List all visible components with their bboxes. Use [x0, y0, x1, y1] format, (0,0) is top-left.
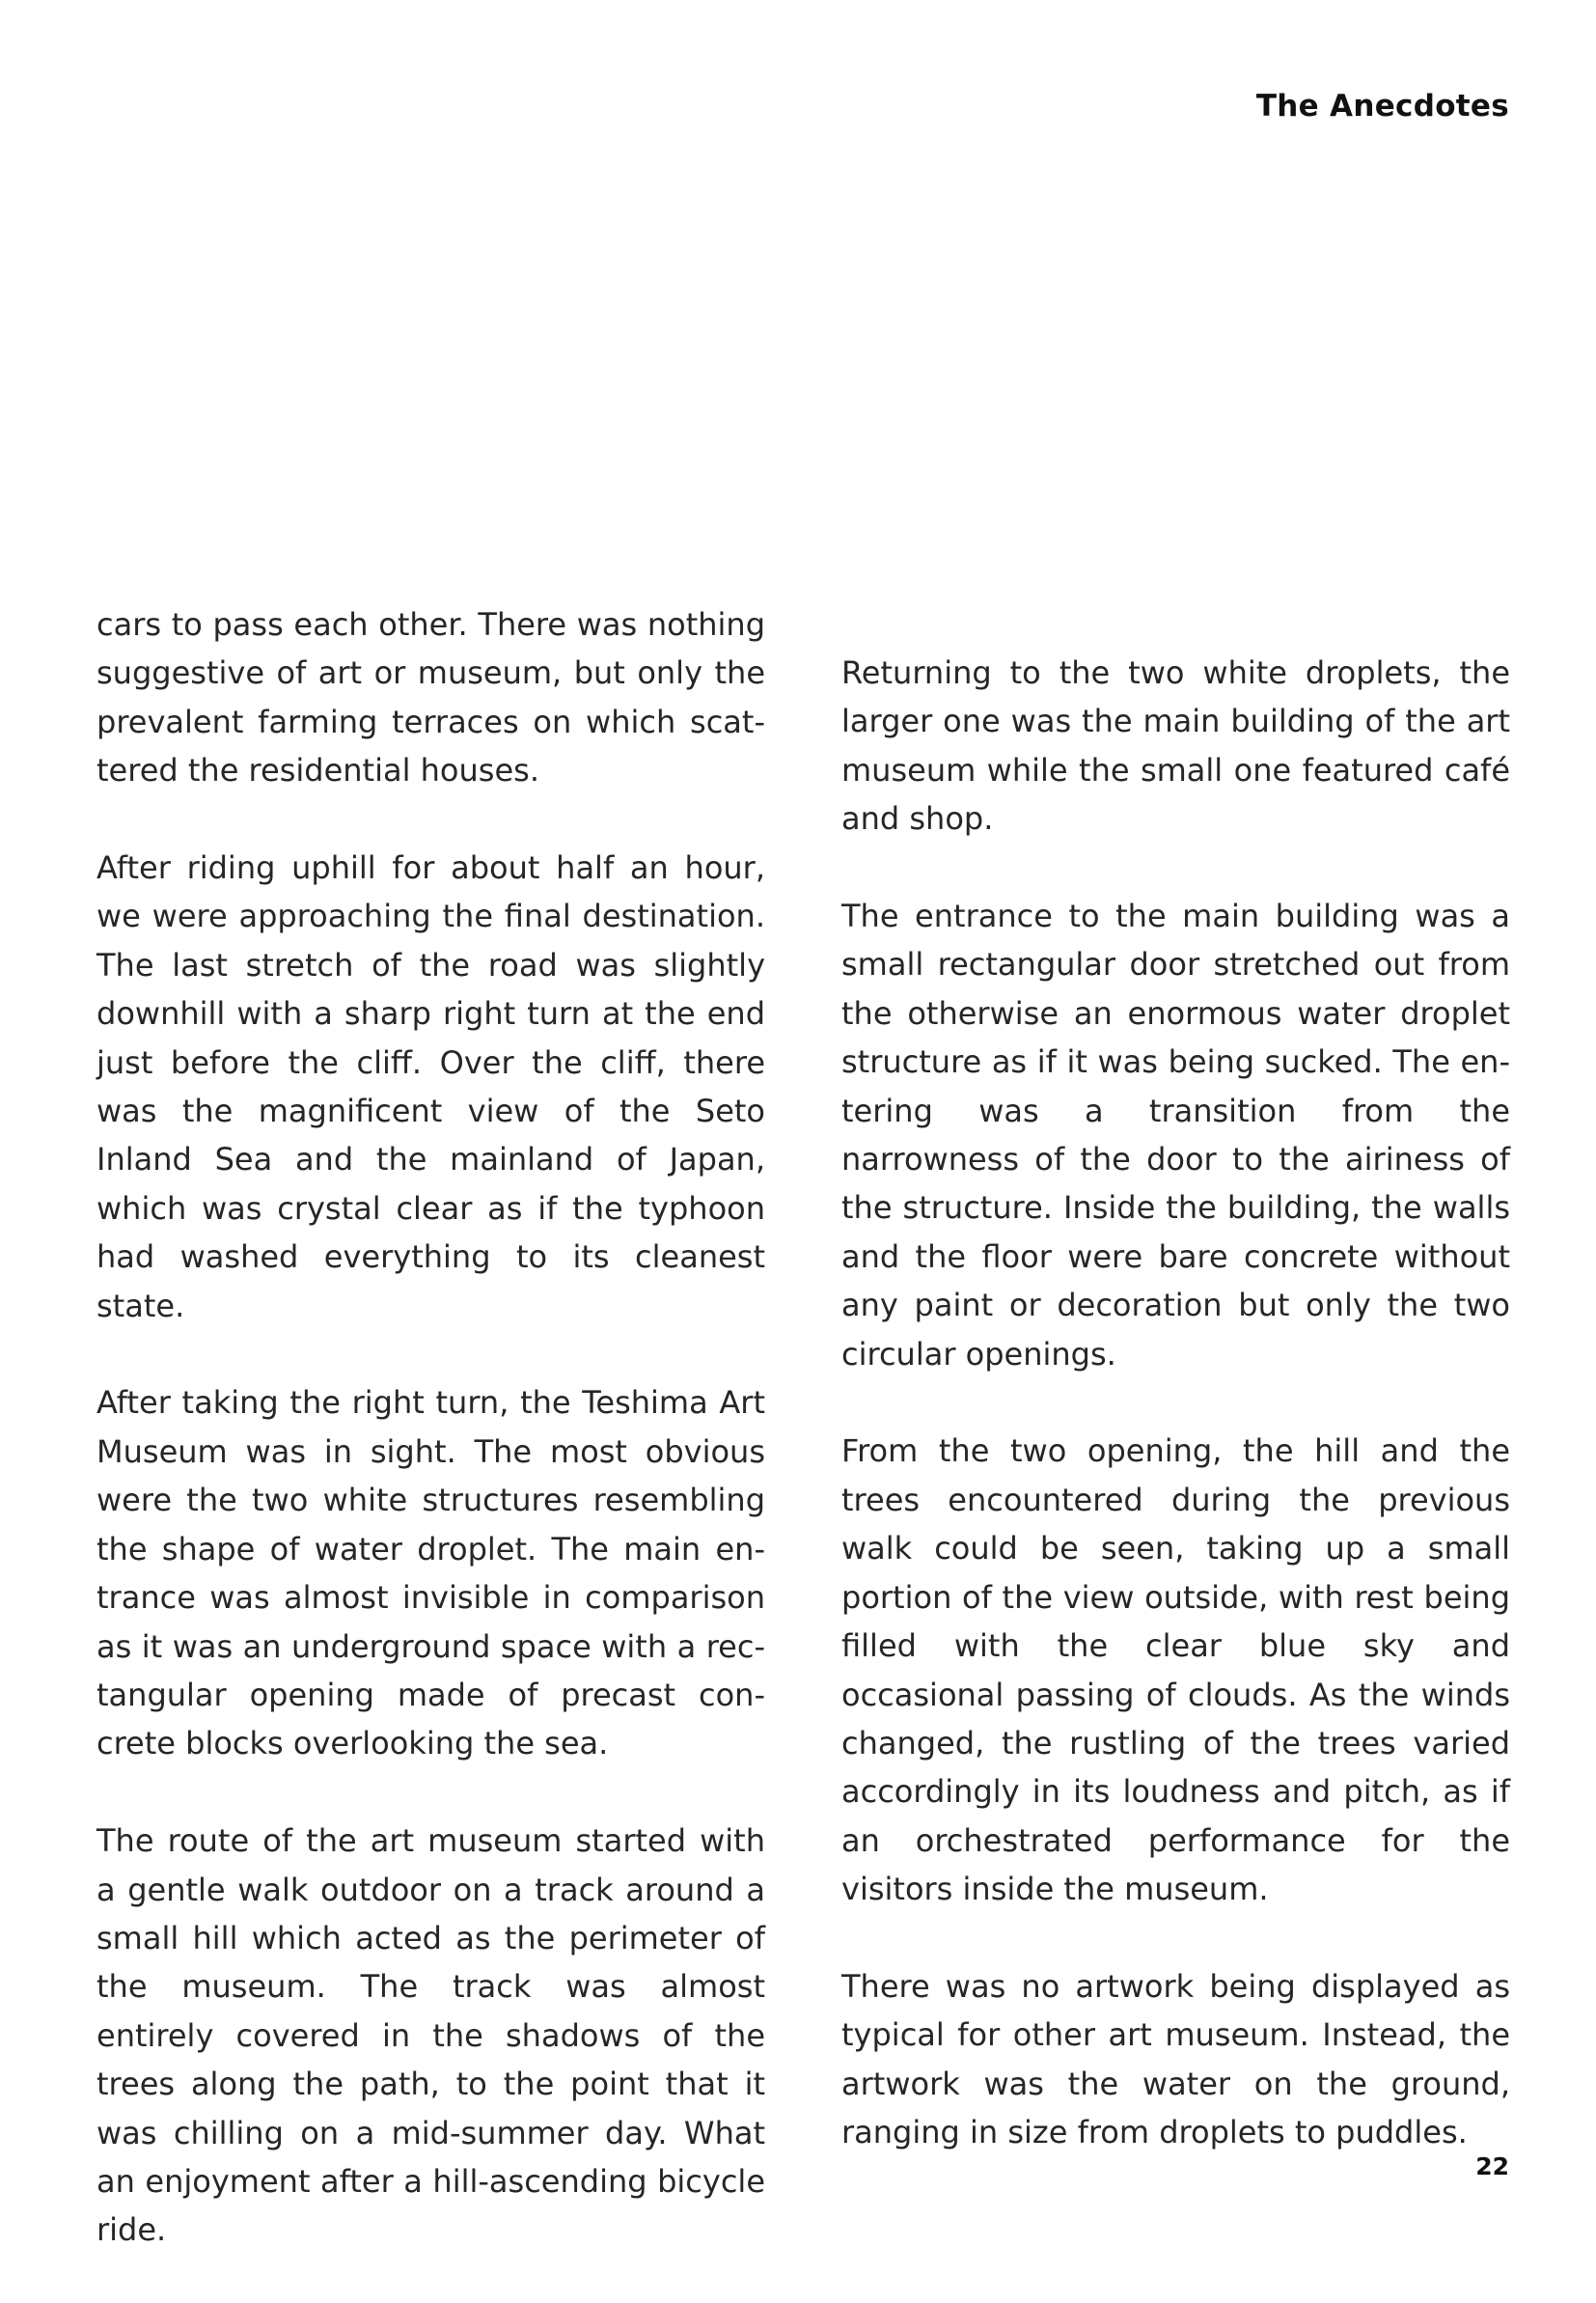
- paragraph: After taking the right turn, the Teshima Art Museum was in sight. The most obvious were the two white structures resembling the shape of water droplet. The main entrance was almost invisible in comparison as it was an underground space with a rectangular opening made of precast concrete blocks overlooking the sea.: [96, 1384, 765, 1762]
- paragraph: Returning to the two white droplets, the larger one was the main building of the art museum while the small one featured café and shop.: [841, 654, 1510, 838]
- page-number: 22: [1475, 2152, 1509, 2180]
- paragraph: After riding uphill for about half an hour, we were approaching the final destination. The last stretch of the road was slightly downhill with a sharp right turn at the end just before the cliff. Over the cliff, there was the magnificent view of the Seto Inland Sea and the mainland of Japan, which was crystal clear as if the typhoon had washed everything to its cleanest state.: [96, 849, 765, 1324]
- paragraph: There was no artwork being displayed as typical for other art museum. Instead, the artwork was the water on the ground, ranging in size from droplets to puddles.: [841, 1967, 1510, 2151]
- running-header-title: The Anecdotes: [1255, 89, 1509, 124]
- paragraph: The route of the art museum started with a gentle walk outdoor on a track around a small hill which acted as the perimeter of the museum. The track was almost entirely covered in the shadows of the trees along the path, to the point that it was chilling on a mid-summer day. What an enjoyment after a hill-ascending bicycle ride.: [96, 1822, 765, 2249]
- paragraph: From the two opening, the hill and the trees encountered during the previous walk could be seen, taking up a small portion of the view outside, with rest being filled with the clear blue sky and occasional passing of clouds. As the winds changed, the rustling of the trees varied accordingly in its loudness and pitch, as if an orchestrated performance for the visitors inside the museum.: [841, 1432, 1510, 1908]
- left-text-column: [96, 600, 765, 2303]
- right-text-column: [841, 649, 1510, 2206]
- paragraph: cars to pass each other. There was nothing suggestive of art or museum, but only the prevalent farming terraces on which scattered the residential houses.: [96, 606, 765, 790]
- paragraph: The entrance to the main building was a small rectangular door stretched out from the otherwise an enormous water droplet structure as if it was being sucked. The entering was a transition from the narrowness of the door to the airiness of the structure. Inside the building, the walls and the floor were bare concrete without any paint or decoration but only the two circular openings.: [841, 898, 1510, 1373]
